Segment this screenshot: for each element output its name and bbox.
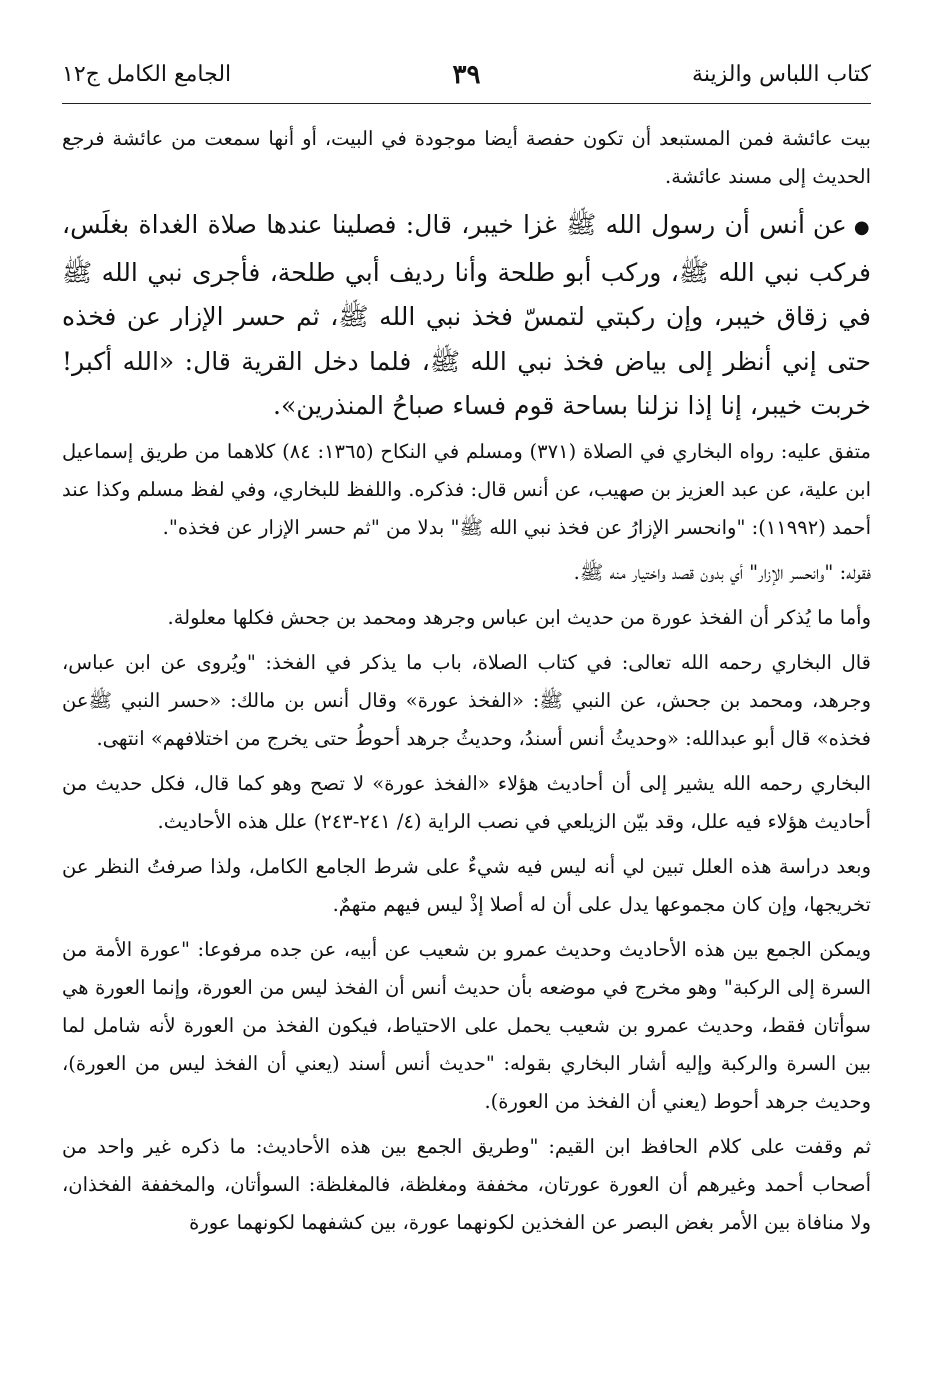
paragraph-bukhari-quote: قال البخاري رحمه الله تعالى: في كتاب الصلاة، باب ما يذكر في الفخذ: "ويُروى عن ابن عباس، وجرهد، ومحمد بن جحش، عن النبي ﷺ: «الفخذ عورة» وقال أنس بن مالك: «حسر النبي ﷺعن فخذه» قال أبو عبدالله: «وحديثُ أنس أسندُ، وحديثُ جرهد أحوطُ حتى يخرج من اختلافهم» انتهى. — [62, 650, 871, 750]
paragraph-takhrij: متفق عليه: رواه البخاري في الصلاة (٣٧١) ومسلم في النكاح (١٣٦٥: ٨٤) كلاهما من طريق إسماعيل ابن علية، عن عبد العزيز بن صهيب، عن أنس قال: فذكره. واللفظ للبخاري، وفي لفظ مسلم وكذا عند أحمد (١١٩٩٢): "وانحسر الإزارُ عن فخذ نبي الله ﷺ" بدلا من "ثم حسر الإزار عن فخذه". — [62, 439, 871, 539]
paragraph-study: وبعد دراسة هذه العلل تبين لي أنه ليس فيه شيءٌ على شرط الجامع الكامل، ولذا صرفتُ النظر عن تخريجها، وإن كان مجموعها يدل على أن له أصلا إذْ ليس فيهم متهمٌ. — [62, 854, 871, 916]
paragraph-ibn-qayyim: ثم وقفت على كلام الحافظ ابن القيم: "وطريق الجمع بين هذه الأحاديث: ما ذكره غير واحد من أصحاب أحمد وغيرهم أن العورة عورتان، مخففة ومغلظة، فالمغلظة: السوأتان، والمخففة الفخذان، ولا منافاة بين الأمر بغض البصر عن الفخذين لكونهما عورة، بين كشفهما لكونهما عورة — [62, 1134, 871, 1234]
book-title: الجامع الكامل ج١٢ — [62, 62, 232, 87]
chapter-title: كتاب اللباس والزينة — [692, 62, 871, 87]
paragraph-continuation: بيت عائشة فمن المستبعد أن تكون حفصة أيضا موجودة في البيت، أو أنها سمعت من عائشة فرجع الحديث إلى مسند عائشة. — [62, 127, 871, 188]
page-header — [62, 62, 871, 102]
hadith-text — [62, 203, 871, 429]
page-body — [62, 120, 871, 1249]
paragraph-reconciliation: ويمكن الجمع بين هذه الأحاديث وحديث عمرو بن شعيب عن أبيه، عن جده مرفوعا: "عورة الأمة من السرة إلى الركبة" وهو مخرج في موضعه بأن حديث أنس أن الفخذ ليس من العورة، وإنما العورة هي سوأتان فقط، وحديث عمرو بن شعيب يحمل على الاحتياط، فيكون الفخذ من العورة لأنه شامل لما بين السرة والركبة وإليه أشار البخاري بقوله: "حديث أنس أسند (يعني أن الفخذ ليس من العورة)، وحديث جرهد أحوط (يعني أن الفخذ من العورة). — [62, 937, 871, 1113]
page-number: ٣٩ — [452, 60, 481, 90]
hadith-body: عن أنس أن رسول الله ﷺ غزا خيبر، قال: فصلينا عندها صلاة الغداة بغلَس، فركب نبي الله ﷺ، وركب أبو طلحة وأنا رديف أبي طلحة، فأجرى نبي الله ﷺ في زقاق خيبر، وإن ركبتي لتمسّ فخذ نبي الله ﷺ، ثم حسر الإزار عن فخذه حتى إني أنظر إلى بياض فخذ نبي الله ﷺ، فلما دخل القرية قال: «الله أكبر! خربت خيبر، إنا إذا نزلنا بساحة قوم فساء صباحُ المنذرين». — [62, 210, 871, 420]
paragraph-analysis: البخاري رحمه الله يشير إلى أن أحاديث هؤلاء «الفخذ عورة» لا تصح وهو كما قال، فكل حديث من أحاديث هؤلاء فيه علل، وقد بيّن الزيلعي في نصب الراية (٤/ ٢٤١-٢٤٣) علل هذه الأحاديث. — [62, 771, 871, 833]
paragraph-commentary: فقوله: "وانحسر الإزار" أي بدون قصد واختيار منه ﷺ. — [573, 560, 871, 584]
header-rule — [62, 103, 871, 104]
paragraph-note: وأما ما يُذكر أن الفخذ عورة من حديث ابن عباس وجرهد ومحمد بن جحش فكلها معلولة. — [167, 605, 871, 629]
bullet-icon: ● — [846, 217, 871, 238]
